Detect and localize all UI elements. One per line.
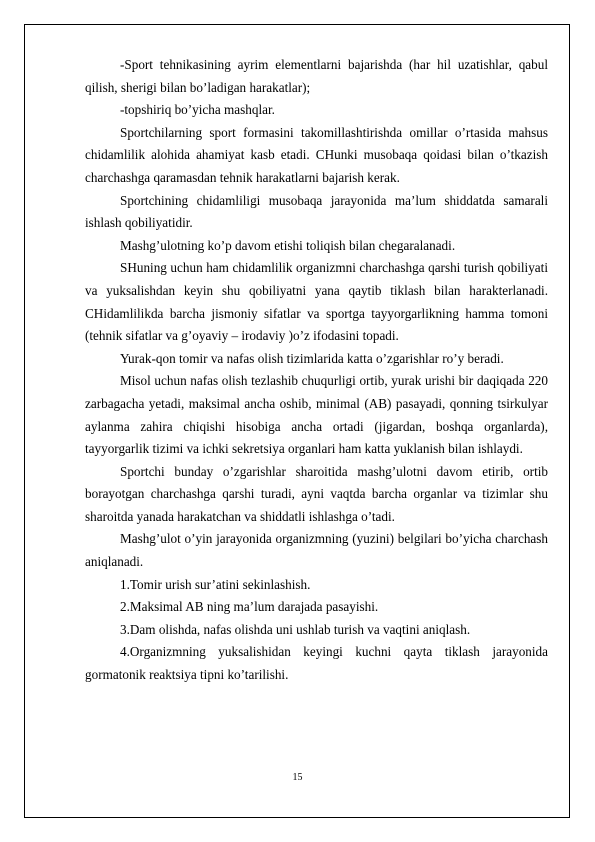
list-item-4: 4.Organizmning yuksalishidan keyingi kuchni qayta tiklash jarayonida gormatonik reaktsiya tipni ko’tarilishi. bbox=[85, 644, 548, 683]
page-number: 15 bbox=[292, 772, 303, 783]
paragraph-10: Mashg’ulot o’yin jarayonida organizmning (yuzini) belgilari bo’yicha charchash aniqlanadi. bbox=[85, 531, 548, 570]
paragraph-4: Sportchining chidamliligi musobaqa jarayonida ma’lum shiddatda samarali ishlash qobiliyatidir. bbox=[85, 192, 548, 231]
paragraph-5: Mashg’ulotning ko’p davom etishi toliqish bilan chegaralanadi. bbox=[120, 237, 456, 253]
paragraph-2: -topshiriq bo’yicha mashqlar. bbox=[120, 102, 275, 118]
list-item-2: 2.Maksimal AB ning ma’lum darajada pasayishi. bbox=[120, 599, 379, 615]
paragraph-1: -Sport tehnikasining ayrim elementlarni bajarishda (har hil uzatishlar, qabul qilish, sherigi bilan bo’ladigan harakatlar); bbox=[85, 57, 548, 95]
paragraph-7: Yurak-qon tomir va nafas olish tizimlarida katta o’zgarishlar ro’y beradi. bbox=[120, 350, 504, 366]
document-body bbox=[85, 54, 548, 687]
paragraph-6: SHuning uchun ham chidamlilik organizmni charchashga qarshi turish qobiliyati va yuksalishdan keyin shu qobiliyatni yana qaytib tiklash bilan harakterlanadi. CHidamlilikda barcha jismoniy sifatlar va sportga tayyorgarlikning hamma tomoni (tehnik sifatlar va g’oyaviy – irodaviy )o’z ifodasini topadi. bbox=[85, 260, 548, 344]
paragraph-3: Sportchilarning sport formasini takomillashtirishda omillar o’rtasida mahsus chidamlilik alohida ahamiyat kasb etadi. CHunki musobaqa qoidasi bilan o’tkazish charchashga qaramasdan tehnik harakatlarni bajarish kerak. bbox=[85, 124, 548, 185]
paragraph-9: Sportchi bunday o’zgarishlar sharoitida mashg’ulotni davom etirib, ortib borayotgan charchashga qarshi turadi, ayni vaqtda barcha organlar va tizimlar shu sharoitda yanada harakatchan va shiddatli ishlashga o’tadi. bbox=[85, 463, 548, 524]
list-item-3: 3.Dam olishda, nafas olishda uni ushlab turish va vaqtini aniqlash. bbox=[120, 621, 471, 637]
paragraph-8: Misol uchun nafas olish tezlashib chuqurligi ortib, yurak urishi bir daqiqada 220 zarbagacha yetadi, maksimal ancha oshib, minimal (AB) pasayadi, qonning tsirkulyar aylanma zahira chiqishi hisobiga ancha ortadi (jigardan, boshqa organlarda), tayyorgarlik tizimi va ichki sekretsiya organlari ham katta yuklanish bilan ishlaydi. bbox=[85, 373, 548, 457]
list-item-1: 1.Tomir urish sur’atini sekinlashish. bbox=[120, 576, 311, 592]
